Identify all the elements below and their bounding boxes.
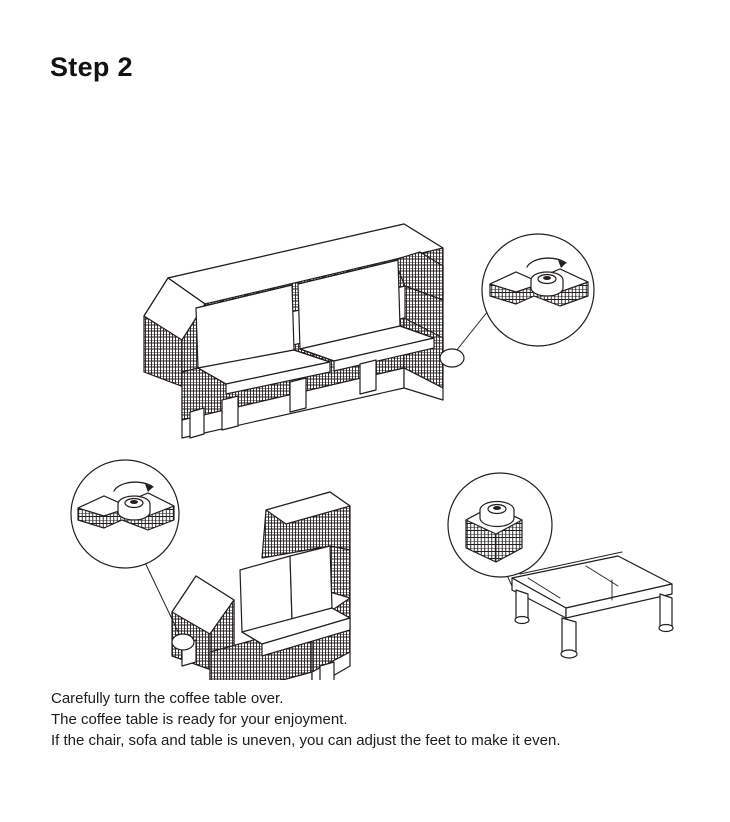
coffee-table-detail-callout (448, 473, 552, 577)
armchair-detail-callout (71, 460, 179, 568)
instruction-line-1: Carefully turn the coffee table over. (51, 690, 284, 707)
instruction-line-3: If the chair, sofa and table is uneven, you can adjust the feet to make it even. (51, 732, 561, 749)
instruction-line-2: The coffee table is ready for your enjoyment. (51, 711, 348, 728)
sofa-illustration (144, 224, 500, 438)
page-title: Step 2 (50, 52, 133, 82)
instructions-block (51, 688, 691, 751)
assembly-diagram (0, 100, 730, 680)
sofa-detail-callout (482, 234, 594, 346)
